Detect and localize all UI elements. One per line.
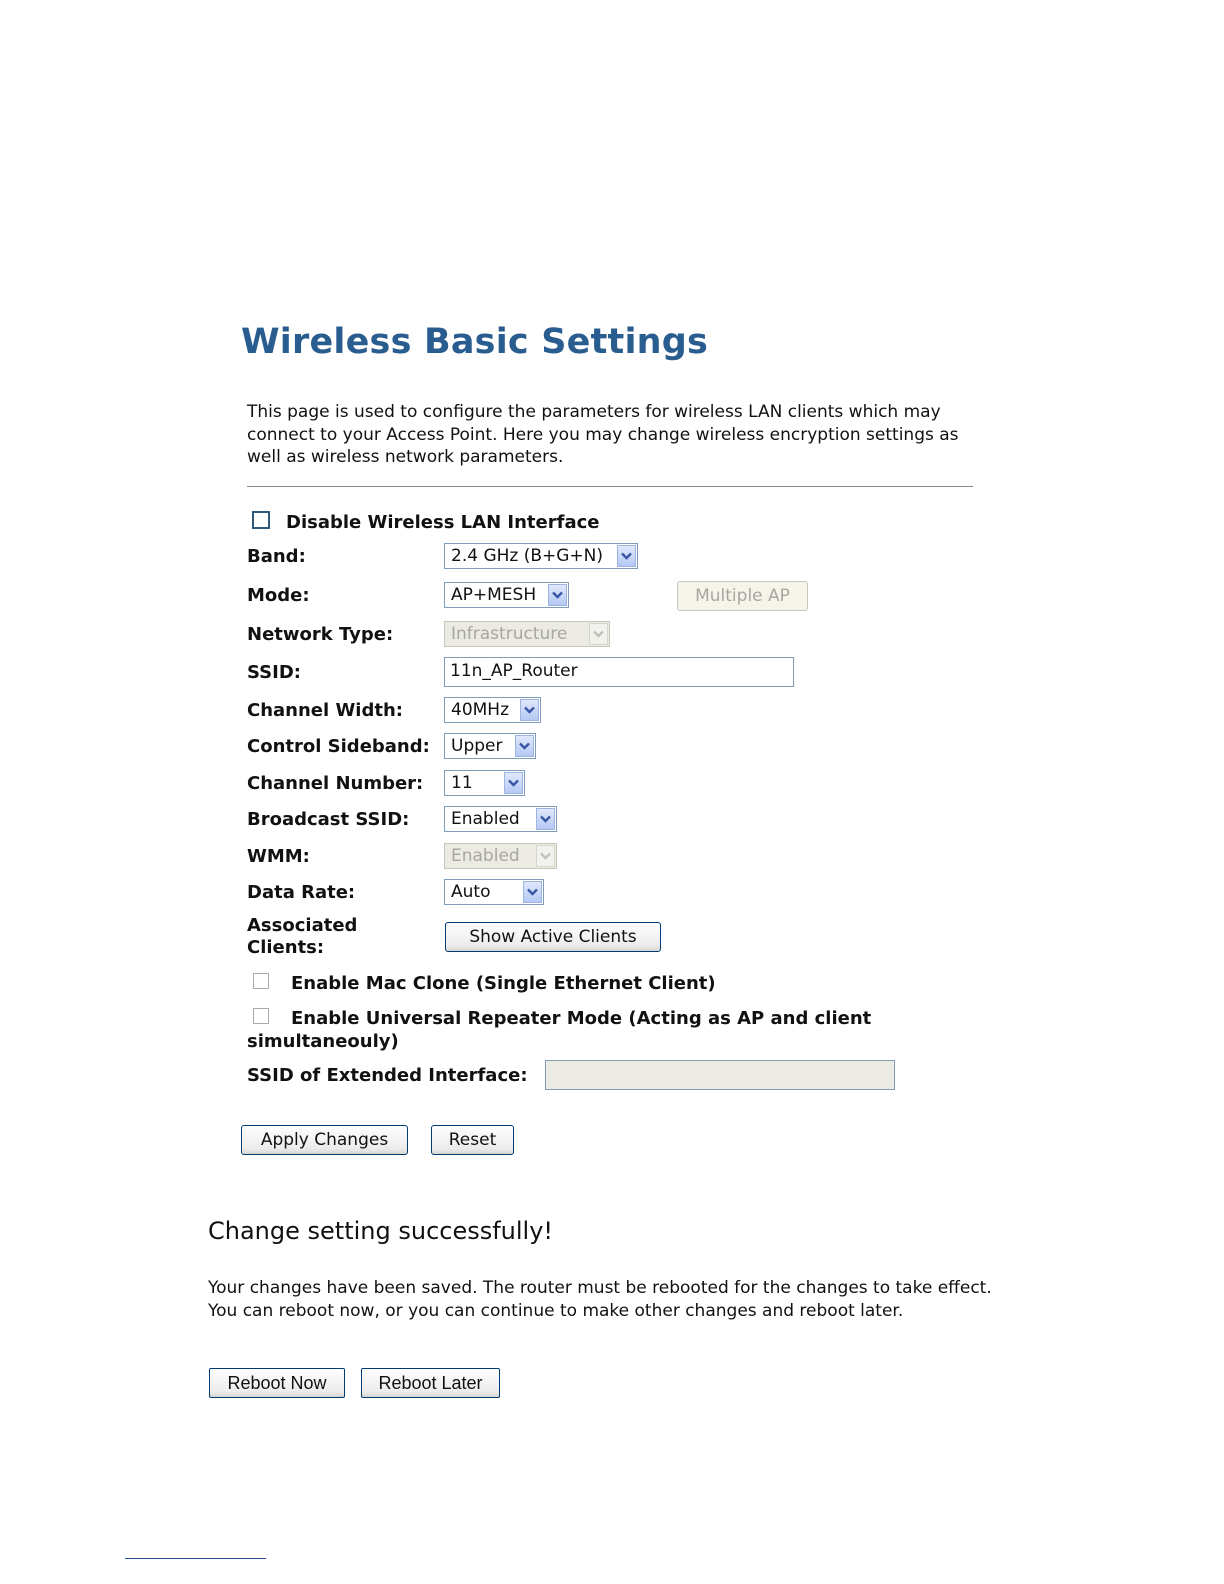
reset-button[interactable]: Reset (431, 1125, 514, 1155)
mode-label: Mode: (247, 585, 310, 606)
page-title: Wireless Basic Settings (241, 322, 709, 362)
disable-wlan-label: Disable Wireless LAN Interface (286, 512, 600, 533)
apply-changes-button[interactable]: Apply Changes (241, 1125, 408, 1155)
wmm-select-value: Enabled (451, 846, 520, 866)
mode-select-value: AP+MESH (451, 585, 537, 605)
channel-width-label: Channel Width: (247, 700, 403, 721)
footnote-rule (125, 1558, 266, 1559)
mac-clone-label: Enable Mac Clone (Single Ethernet Client) (291, 973, 716, 994)
extended-ssid-label: SSID of Extended Interface: (247, 1065, 528, 1086)
success-message (208, 1277, 1028, 1322)
chevron-down-icon (523, 881, 542, 903)
extended-ssid-input[interactable] (545, 1060, 895, 1090)
chevron-down-icon (536, 845, 555, 867)
network-type-select[interactable] (444, 621, 610, 647)
success-message-line1: Your changes have been saved. The router must be rebooted for the changes to take effect. (208, 1278, 992, 1298)
chevron-down-icon (589, 623, 608, 645)
mode-select[interactable] (444, 582, 569, 608)
show-active-clients-button[interactable]: Show Active Clients (445, 922, 661, 952)
channel-width-select-value: 40MHz (451, 700, 510, 720)
chevron-down-icon (515, 735, 534, 757)
universal-repeater-label-line2: simultaneouly) (247, 1031, 399, 1052)
reboot-now-button[interactable]: Reboot Now (209, 1368, 345, 1398)
associated-clients-label-line1: Associated (247, 915, 358, 936)
success-heading: Change setting successfully! (208, 1217, 554, 1245)
chevron-down-icon (504, 772, 523, 794)
channel-number-select-value: 11 (451, 773, 473, 793)
broadcast-ssid-select[interactable] (444, 806, 557, 832)
data-rate-label: Data Rate: (247, 882, 356, 903)
multiple-ap-button[interactable]: Multiple AP (677, 581, 808, 611)
band-label: Band: (247, 546, 306, 567)
broadcast-ssid-select-value: Enabled (451, 809, 520, 829)
data-rate-select-value: Auto (451, 882, 491, 902)
control-sideband-select-value: Upper (451, 736, 503, 756)
universal-repeater-label-line1: Enable Universal Repeater Mode (Acting as AP and client (291, 1008, 872, 1029)
success-message-line2: You can reboot now, or you can continue to make other changes and reboot later. (208, 1300, 904, 1321)
mac-clone-checkbox[interactable] (253, 973, 269, 989)
associated-clients-label-line2: Clients: (247, 937, 325, 958)
broadcast-ssid-label: Broadcast SSID: (247, 809, 410, 830)
network-type-label: Network Type: (247, 624, 394, 645)
chevron-down-icon (536, 808, 555, 830)
chevron-down-icon (617, 545, 636, 567)
wmm-label: WMM: (247, 846, 310, 867)
ssid-label: SSID: (247, 662, 301, 683)
wmm-select[interactable] (444, 843, 557, 869)
network-type-select-value: Infrastructure (451, 624, 568, 644)
control-sideband-select[interactable] (444, 733, 536, 759)
universal-repeater-checkbox[interactable] (253, 1008, 269, 1024)
band-select[interactable] (444, 543, 638, 569)
channel-number-select[interactable] (444, 770, 525, 796)
ssid-input[interactable]: 11n_AP_Router (444, 657, 794, 687)
chevron-down-icon (548, 584, 567, 606)
control-sideband-label: Control Sideband: (247, 736, 430, 757)
chevron-down-icon (520, 699, 539, 721)
channel-width-select[interactable] (444, 697, 541, 723)
associated-clients-label (247, 915, 357, 959)
channel-number-label: Channel Number: (247, 773, 424, 794)
data-rate-select[interactable] (444, 879, 544, 905)
disable-wlan-checkbox[interactable] (252, 511, 270, 529)
band-select-value: 2.4 GHz (B+G+N) (451, 546, 604, 566)
reboot-later-button[interactable]: Reboot Later (361, 1368, 500, 1398)
divider (247, 486, 973, 487)
page-description: This page is used to configure the parameters for wireless LAN clients which may connect to your Access Point. Here you may change wireless encryption settings as well as wireless network parameters. (247, 402, 959, 467)
